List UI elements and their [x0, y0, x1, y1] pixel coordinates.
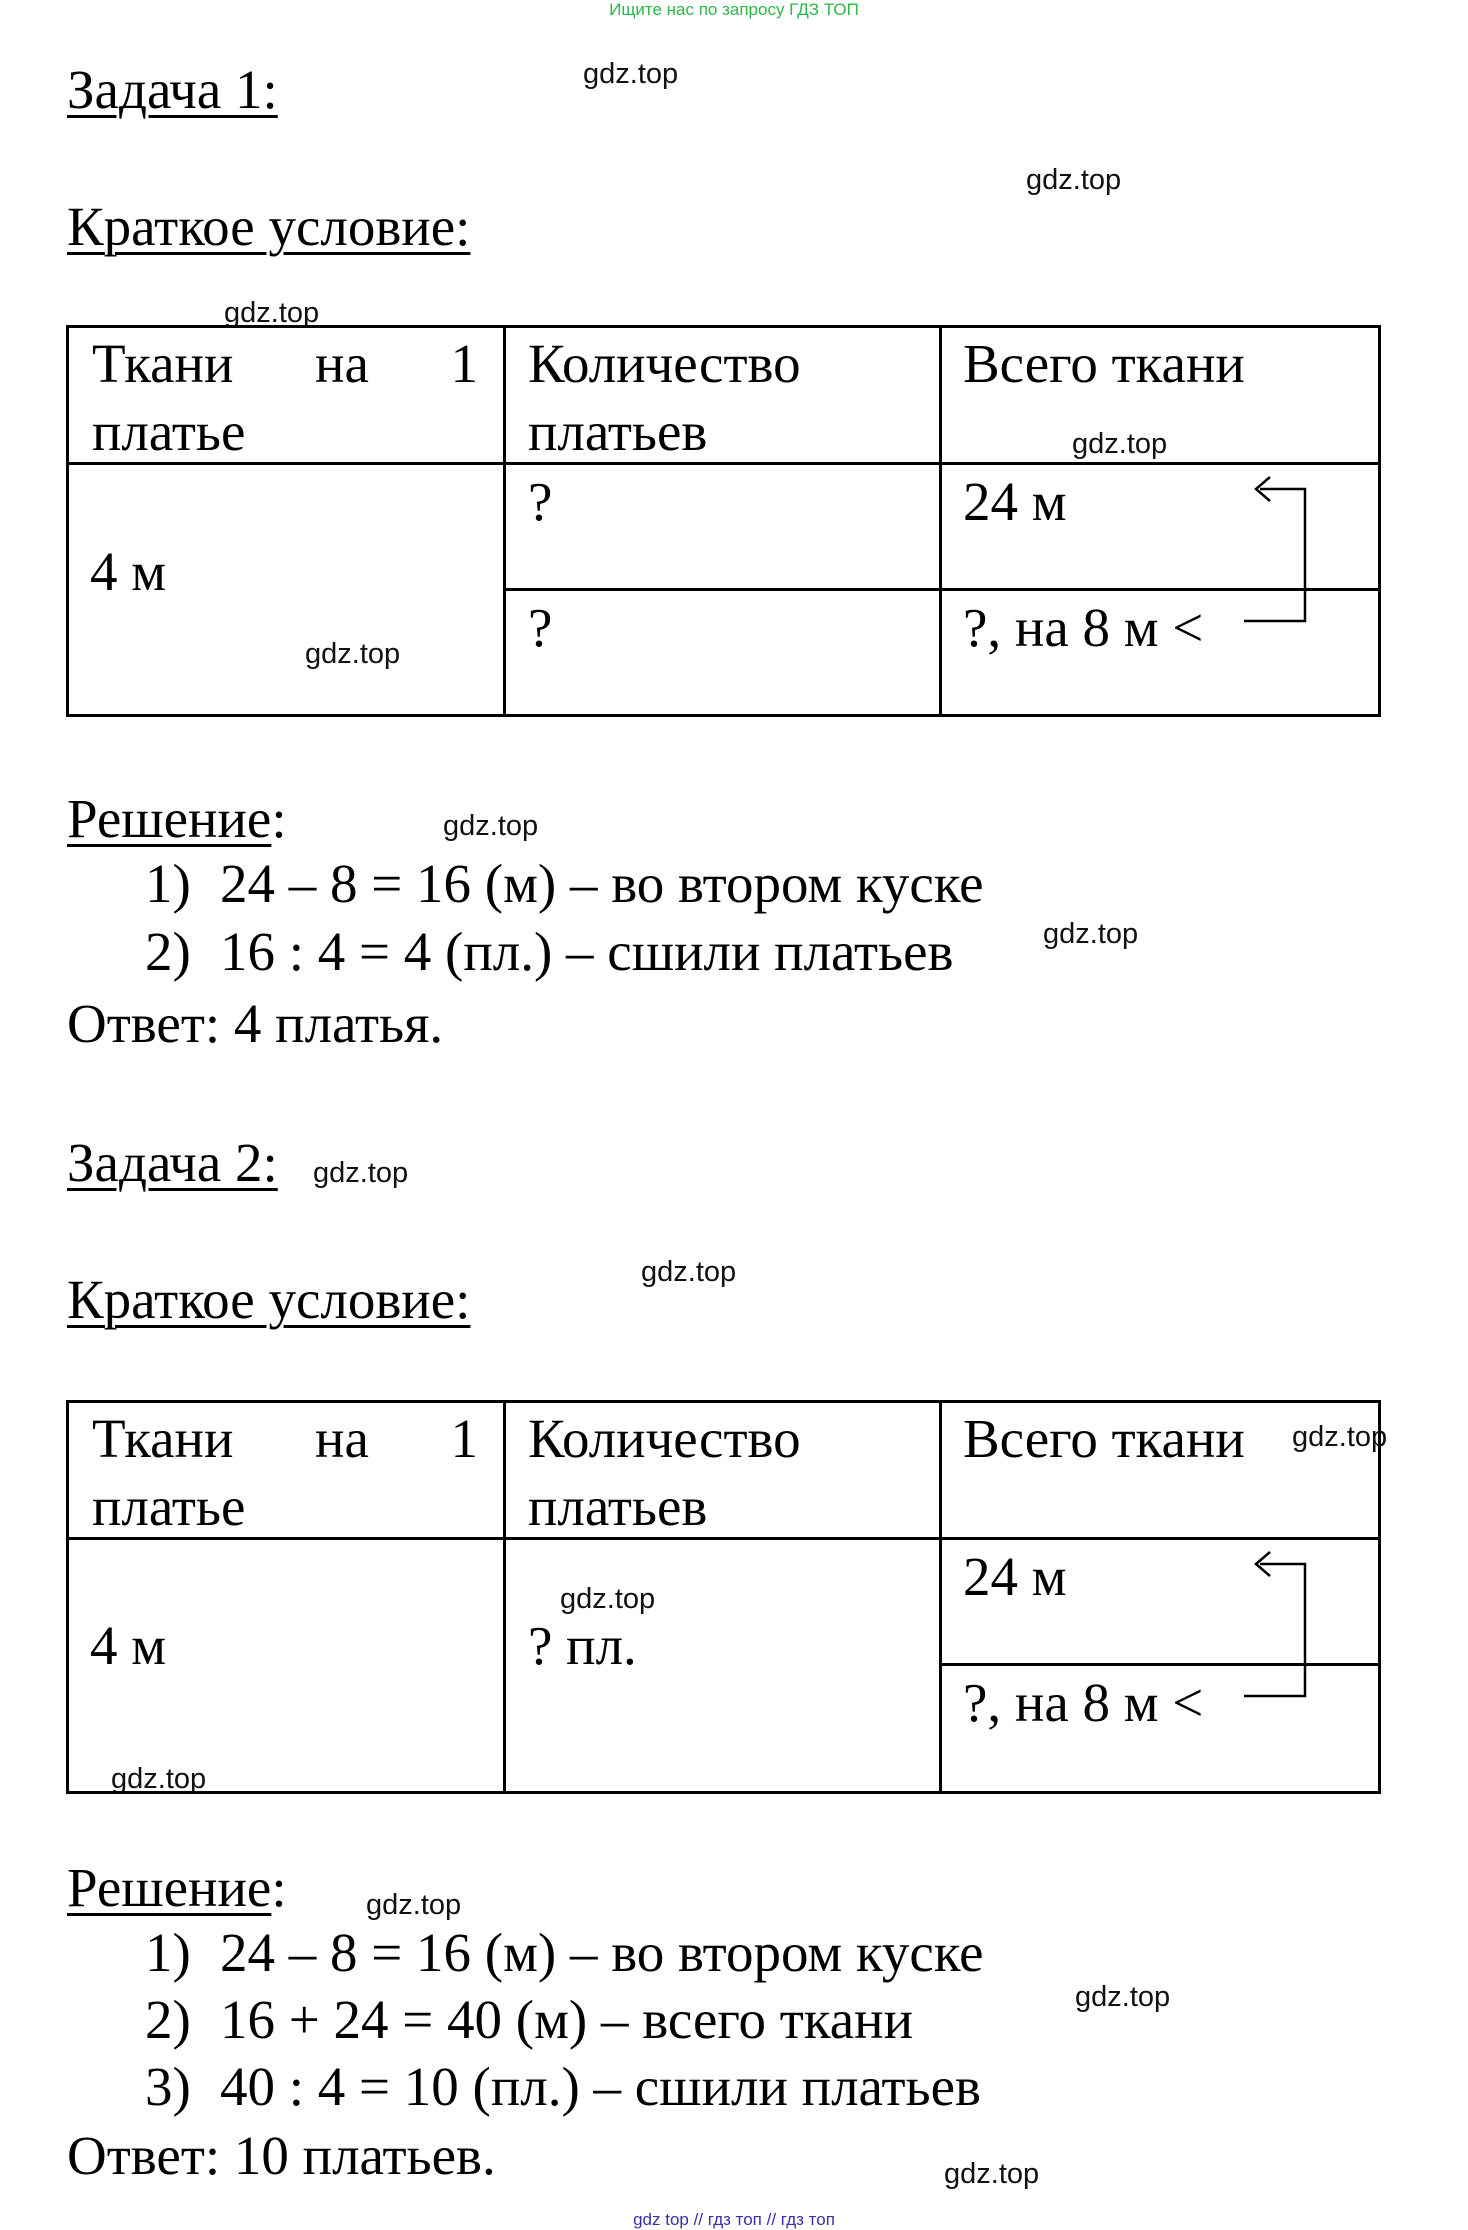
cell-total-row1: 24 м	[963, 471, 1067, 532]
watermark: gdz.top	[583, 58, 679, 90]
task2-step-3	[145, 2055, 981, 2118]
watermark: gdz.top	[305, 638, 401, 670]
task1-title: Задача 1:	[67, 59, 278, 120]
step-number: 2)	[145, 1989, 191, 2050]
top-banner: Ищите нас по запросу ГДЗ ТОП	[609, 0, 859, 19]
header-dress-count	[528, 1405, 801, 1541]
watermark: gdz.top	[1043, 918, 1139, 950]
header-word: Ткани	[92, 1408, 234, 1469]
step-text: 16 + 24 = 40 (м) – всего ткани	[220, 1989, 914, 2050]
task1-step-1	[145, 852, 984, 915]
task2-title: Задача 2:	[67, 1132, 278, 1193]
solution-word: Решение	[67, 788, 272, 849]
watermark: gdz.top	[641, 1256, 737, 1288]
bracket-arrow-icon	[1240, 475, 1310, 625]
step-number: 3)	[145, 2056, 191, 2117]
table-divider	[939, 1400, 942, 1794]
watermark: gdz.top	[443, 810, 539, 842]
cell-count-row1: ?	[528, 471, 553, 532]
step-number: 2)	[145, 921, 191, 982]
header-fabric-per-dress	[92, 330, 478, 466]
header-line: Количество	[528, 333, 801, 394]
step-text: 40 : 4 = 10 (пл.) – сшили платьев	[220, 2056, 982, 2117]
watermark: gdz.top	[366, 1889, 462, 1921]
watermark: gdz.top	[944, 2158, 1040, 2190]
task1-condition-title: Краткое условие:	[67, 196, 471, 257]
watermark: gdz.top	[313, 1157, 409, 1189]
solution-colon: :	[271, 788, 287, 849]
solution-colon: :	[271, 1857, 287, 1918]
step-text: 24 – 8 = 16 (м) – во втором куске	[220, 853, 984, 914]
task2-solution-title	[67, 1856, 287, 1919]
step-text: 16 : 4 = 4 (пл.) – сшили платьев	[220, 921, 954, 982]
header-fabric-per-dress	[92, 1405, 478, 1541]
step-number: 1)	[145, 1922, 191, 1983]
task2-step-2	[145, 1988, 913, 2051]
watermark: gdz.top	[1075, 1981, 1171, 2013]
watermark: gdz.top	[560, 1583, 656, 1615]
table-divider	[941, 1663, 1381, 1666]
task1-answer: Ответ: 4 платья.	[67, 993, 444, 1054]
table-divider	[939, 325, 942, 717]
watermark: gdz.top	[224, 297, 320, 329]
header-word: 1	[450, 1408, 478, 1469]
step-number: 1)	[145, 853, 191, 914]
bracket-arrow-icon	[1240, 1550, 1310, 1700]
cell-total-row2: ?, на 8 м <	[963, 1672, 1204, 1733]
table-divider	[503, 325, 506, 717]
watermark: gdz.top	[1026, 164, 1122, 196]
header-word: платье	[92, 401, 246, 462]
header-total-fabric: Всего ткани	[963, 1408, 1245, 1469]
header-word: 1	[450, 333, 478, 394]
watermark: gdz.top	[111, 1763, 207, 1795]
header-word: Ткани	[92, 333, 234, 394]
task2-answer: Ответ: 10 платьев.	[67, 2125, 496, 2186]
task2-condition-title: Краткое условие:	[67, 1269, 471, 1330]
header-word: на	[315, 333, 369, 394]
cell-total-row2: ?, на 8 м <	[963, 597, 1204, 658]
header-total-fabric: Всего ткани	[963, 333, 1245, 394]
solution-word: Решение	[67, 1857, 272, 1918]
task2-step-1	[145, 1921, 984, 1984]
task1-solution-title	[67, 787, 287, 850]
cell-count: ? пл.	[528, 1615, 637, 1676]
watermark: gdz.top	[1072, 428, 1168, 460]
cell-per-dress: 4 м	[90, 1615, 167, 1676]
table-divider	[503, 1400, 506, 1794]
header-word: на	[315, 1408, 369, 1469]
header-line: Количество	[528, 1408, 801, 1469]
cell-per-dress: 4 м	[90, 541, 167, 602]
cell-count-row2: ?	[528, 597, 553, 658]
header-line: платьев	[528, 1476, 708, 1537]
watermark: gdz.top	[1292, 1421, 1388, 1453]
task1-step-2	[145, 920, 954, 983]
header-word: платье	[92, 1476, 246, 1537]
header-dress-count	[528, 330, 801, 466]
header-line: платьев	[528, 401, 708, 462]
bottom-banner: gdz top // гдз топ // гдз топ	[633, 2210, 835, 2229]
step-text: 24 – 8 = 16 (м) – во втором куске	[220, 1922, 984, 1983]
cell-total-row1: 24 м	[963, 1546, 1067, 1607]
